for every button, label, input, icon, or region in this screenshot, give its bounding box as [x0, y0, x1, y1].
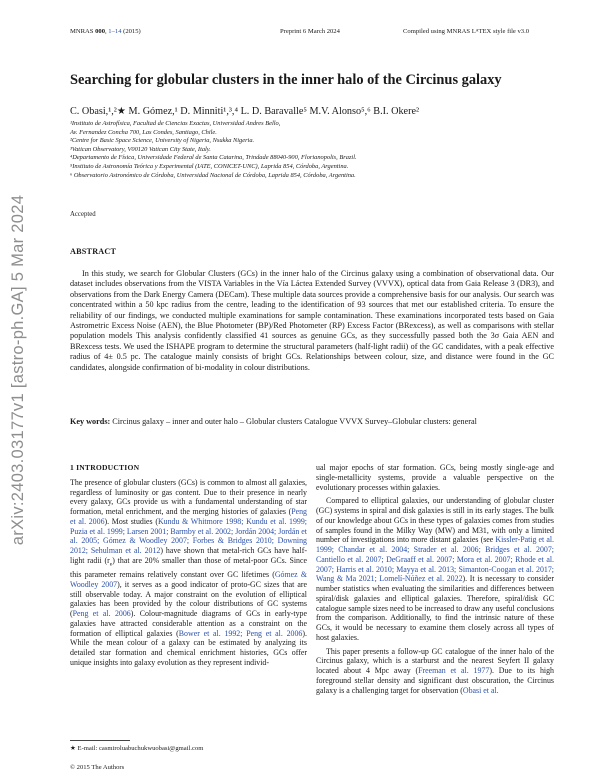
copyright: © 2015 The Authors [70, 764, 125, 771]
pages-link[interactable]: 1–14 [108, 28, 122, 35]
affiliation-line: ²Centre for Basic Space Science, University of Nigeria, Nsukka Nigeria. [70, 137, 255, 145]
footnote-rule [70, 740, 130, 741]
citation-link[interactable]: Kissler-Patig et al. 1999; Chandar et al. 2004; Strader et al. 2006; Bridges et al. 2007; Cantiello et al. 2007; DeGraaff et al. 2007; Mora et al. 2007; Rhode et al. 2007; Harris et al. 2010; Mayya et al. 2013; Simanton-Coogan et al. 2017; Wang & Ma 2021; Lomelí-Núñez et al. 2022 [316, 535, 554, 584]
running-header-preprint: Preprint 6 March 2024 [280, 28, 340, 35]
affiliation-line: ⁶ Observatorio Astronómico de Córdoba, Universidad Nacional de Córdoba, Laprida 854, Córdoba, Argentina. [70, 171, 356, 179]
abstract-heading: ABSTRACT [70, 247, 117, 256]
keywords [70, 417, 554, 427]
keywords-label: Key words: [70, 417, 111, 426]
arxiv-stamp[interactable]: arXiv:2403.03177v1 [astro-ph.GA] 5 Mar 2024 [9, 194, 27, 546]
intro-right-column [316, 463, 554, 695]
intro-paragraph: Compared to elliptical galaxies, our understanding of globular cluster (GC) systems in spiral and disk galaxies is still in its early stages. The bulk of our knowledge about GCs in these types of galaxies comes from studies of samples found in the Milky Way (MW) and M31, with only a limited number of investigations into more distant galaxies (see Kissler-Patig et al. 1999; Chandar et al. 2004; Strader et al. 2006; Bridges et al. 2007; Cantiello et al. 2007; DeGraaff et al. 2007; Mora et al. 2007; Rhode et al. 2007; Harris et al. 2010; Mayya et al. 2013; Simanton-Coogan et al. 2017; Wang & Ma 2021; Lomelí-Núñez et al. 2022). It is necessary to consider number statistics when evaluating the similarities and differences between spiral/disk galaxies and elliptical galaxies. Therefore, spiral/disk GC catalogue sample sizes need to be increased to draw any useful conclusions from the comparison. Additionally, to find the intrinsic nature of these GCs, it would be necessary to examine them closely across all types of host galaxies. [316, 496, 554, 642]
author-list: C. Obasi,¹,²★ M. Gómez,¹ D. Minniti¹,³,⁴ L. D. Baravalle⁵ M.V. Alonso⁵,⁶ B.I. Okere² [70, 106, 420, 117]
section-heading-introduction: 1 INTRODUCTION [70, 463, 140, 472]
affiliation-line: Av. Fernandez Concha 700, Las Condes, Santiago, Chile. [70, 128, 217, 136]
abstract-text: In this study, we search for Globular Clusters (GCs) in the inner halo of the Circinus galaxy using a combination of observational data. Our dataset includes observations from the VISTA Variables in the Vía Láctea Extended Survey (VVVX), optical data from Gaia Release 3 (DR3), and observations from the Dark Energy Camera (DECam). These multiple data sources provide a comprehensive basis for our analysis. Our search was concentrated within a 50 kpc radius from the centre, leading to the identification of 93 sources that met our established criteria. To ensure the reliability of our findings, we conducted multiple examinations for sample contamination. These examinations incorporated tests based on Gaia Astrometric Excess Noise (AEN), the Blue Photometer (BP)/Red Photometer (RP) Excess Factor (BRexcess), as well as comparisons with stellar population models This analysis confidently classified 41 sources as genuine GCs, as they successfully passed both the 3σ Gaia AEN and BRexcess tests. We used the ISHAPE program to determine the structural parameters (half-light radii) of the GC candidates, with a peak effective radius of 4± 0.5 pc. The catalogue mainly consists of bright GCs. Relationships between colour, size, and distance were found in the GC candidates, alongside confirmation of bi-modality in colour distributions. [70, 269, 554, 372]
citation-link[interactable]: Peng et al. 2006 [70, 507, 307, 526]
paper-title: Searching for globular clusters in the inner halo of the Circinus galaxy [70, 72, 502, 88]
citation-link[interactable]: Obasi et al. [462, 685, 499, 695]
intro-paragraph: The presence of globular clusters (GCs) is common to almost all galaxies, regardless of luminosity or gas content. Due to their presence in nearly every galaxy, GCs provide us with a fundamental understanding of star formation, metal enrichment, and the merging histories of galaxies (Peng et al. 2006). Most studies (Kundu & Whitmore 1998; Kundu et al. 1999; Puzia et al. 1999; Larsen 2001; Barmby et al. 2002; Jordán 2004; Jordán et al. 2005; Gómez & Woodley 2007; Forbes & Bridges 2010; Downing 2012; Sehulman et al. 2012) have shown that metal-rich GCs have half-light radii $(r_e)$ that are 20% smaller than those of metal-poor GCs. Since this parameter remains relatively constant over GC lifetimes (Gómez & Woodley 2007), it serves as a good indicator of proto-GC sizes that are still observable today. A major constraint on the evolution of elliptical galaxies has been provided by the colour distributions of GC systems (Peng et al. 2006). Colour-magnitude diagrams of GCs in early-type galaxies have attracted considerable attention as a constraint on the formation of elliptical galaxies (Bower et al. 1992; Peng et al. 2006). While the mean colour of a galaxy can be estimated by analyzing its detailed star formation and chemical enrichment histories, GCs offer unique insights into galaxy evolution as they represent individ- [70, 477, 308, 667]
running-header-compiled: Compiled using MNRAS LᴬTEX style file v3.0 [403, 28, 530, 35]
affiliation-line: ⁵Instituto de Astronomía Teórica y Experimental (IATE, CONICET-UNC), Laprida 854, Córdoba, Argentina. [70, 162, 349, 170]
intro-left-column [70, 463, 307, 668]
citation-link[interactable]: Freeman et al. 1977 [418, 666, 490, 675]
accepted-note: Accepted [70, 211, 96, 218]
footnote-email[interactable]: ★ E-mail: casmiroluabuchukwuobasi@gmail.com [70, 745, 204, 752]
intro-paragraph: This paper presents a follow-up GC catalogue of the inner halo of the Circinus galaxy, which is a starburst and the nearest Seyfert II galaxy located about 4 Mpc away (Freeman et al. 1977). Due to its high foreground stellar density and significant dust obscuration, the Circinus galaxy is a challenging target for observation (Obasi et al. [316, 646, 554, 695]
keywords-list: Circinus galaxy – inner and outer halo – Globular clusters Catalogue VVVX Survey–Globular clusters: general [110, 417, 477, 426]
citation-link[interactable]: Gómez & Woodley 2007 [70, 570, 307, 589]
running-header-journal: MNRAS 000, 1–14 (2015) [70, 28, 141, 35]
affiliation-line: ⁴Departamento de Física, Universidade Federal de Santa Catarina, Trindade 88040-900, Florianopolis, Brazil. [70, 154, 357, 162]
citation-link[interactable]: Peng et al. 2006 [72, 609, 131, 619]
citation-link[interactable]: Bower et al. 1992; Peng et al. 2006 [178, 628, 303, 638]
affiliation-line: ¹Instituto de Astrofísica, Facultad de Ciencias Exactas, Universidad Andres Bello, [70, 120, 281, 127]
citation-link[interactable]: Kundu & Whitmore 1998; Kundu et al. 1999; Puzia et al. 1999; Larsen 2001; Barmby et al. 2002; Jordán 2004; Jordán et al. 2005; Gómez & Woodley 2007; Forbes & Bridges 2010; Downing 2012; Sehulman et al. 2012 [70, 516, 308, 555]
affiliation-line: ³Vatican Observatory, V00120 Vatican City State, Italy. [70, 145, 211, 153]
affiliations [70, 120, 550, 180]
intro-paragraph: ual major epochs of star formation. GCs, being mostly single-age and single-metallicity systems, provide a valuable perspective on the evolutionary processes within galaxies. [316, 463, 554, 492]
